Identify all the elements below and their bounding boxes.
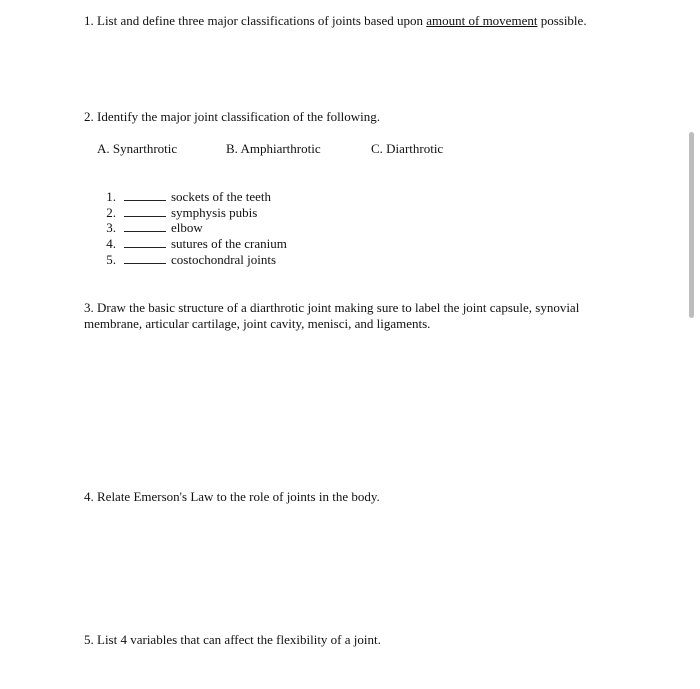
- choice-c: C. Diarthrotic: [371, 141, 444, 156]
- question-3-continuation: membrane, articular cartilage, joint cavity, menisci, and ligaments.: [84, 316, 431, 331]
- answer-blank[interactable]: [124, 231, 166, 232]
- item-text: sockets of the teeth: [171, 189, 271, 204]
- question-1-underlined-phrase: amount of movement: [426, 13, 538, 28]
- question-4-number: 4.: [84, 489, 94, 504]
- question-3-text-line-1: Draw the basic structure of a diarthrotic joint making sure to label the joint capsule, synovial: [97, 300, 580, 315]
- item-number: 3.: [106, 220, 116, 235]
- item-number: 5.: [106, 252, 116, 267]
- question-5-text: List 4 variables that can affect the flexibility of a joint.: [97, 632, 381, 647]
- item-text: sutures of the cranium: [171, 236, 287, 251]
- item-number: 1.: [106, 189, 116, 204]
- answer-blank[interactable]: [124, 247, 166, 248]
- question-1-text: List and define three major classifications of joints based upon: [97, 13, 423, 28]
- question-4-text: Relate Emerson's Law to the role of joints in the body.: [97, 489, 380, 504]
- question-1-number: 1.: [84, 13, 94, 28]
- item-text: costochondral joints: [171, 252, 277, 267]
- item-number: 4.: [106, 236, 116, 251]
- question-3: [84, 300, 579, 316]
- choice-b: B. Amphiarthrotic: [226, 141, 321, 156]
- vertical-scrollbar[interactable]: [689, 132, 694, 318]
- question-5-number: 5.: [84, 632, 94, 647]
- question-3-number: 3.: [84, 300, 94, 315]
- answer-blank[interactable]: [124, 216, 166, 217]
- question-4: [84, 489, 380, 505]
- question-2-text: Identify the major joint classification of the following.: [97, 109, 381, 124]
- answer-blank[interactable]: [124, 200, 166, 201]
- item-text: symphysis pubis: [171, 205, 258, 220]
- choice-a: A. Synarthrotic: [97, 141, 178, 156]
- question-2-number: 2.: [84, 109, 94, 124]
- answer-blank[interactable]: [124, 263, 166, 264]
- question-1-text-end: possible.: [540, 13, 587, 28]
- item-number: 2.: [106, 205, 116, 220]
- question-2: [84, 109, 380, 125]
- item-text: elbow: [171, 220, 203, 235]
- question-1: [84, 13, 587, 29]
- question-5: [84, 632, 381, 648]
